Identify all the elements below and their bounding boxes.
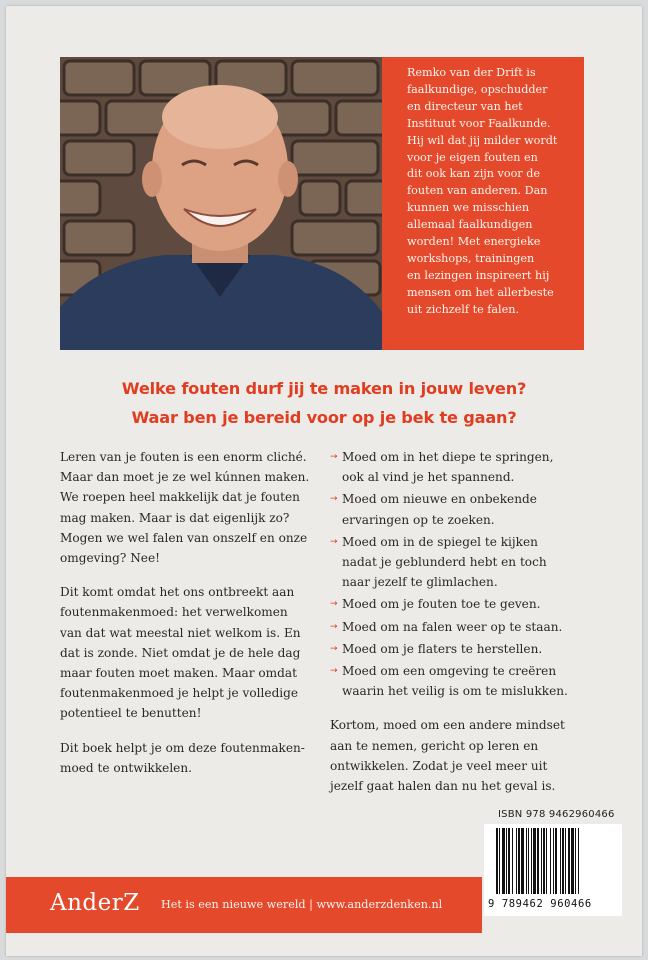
courage-line: ook al vind je het spannend. [342,470,515,485]
courage-line: Moed om in de spiegel te kijken [342,534,538,549]
body-line: foutenmakenmoed: het verwelkomen [60,605,288,620]
paragraph-2 [60,582,320,723]
body-line: Mogen we wel falen van onszelf en onze [60,530,308,545]
barcode-bar [508,828,510,894]
courage-line: Moed om in het diepe te springen, [342,450,554,464]
courage-line: Moed om nieuwe en onbekende [342,492,537,507]
body-line: Dit boek helpt je om deze foutenmaken- [60,740,305,755]
closing-paragraph [330,715,592,796]
isbn-label: ISBN 978 9462960466 [498,809,615,820]
body-line: foutenmakenmoed je helpt je volledige [60,686,299,701]
bio-line: Instituut voor Faalkunde. [407,116,551,130]
courage-line: nadat je geblunderd hebt en toch [342,555,547,570]
barcode-bar [565,828,566,894]
courage-line: Moed om je flaters te herstellen. [342,641,543,656]
barcode-bar [546,828,547,894]
paragraph-1 [60,447,320,568]
author-portrait-icon [60,57,382,350]
barcode-bar [506,828,507,894]
bio-line: workshops, trainingen [407,251,535,265]
barcode-bar [562,828,564,894]
barcode-bar [550,828,551,894]
arrow-right-icon: → [330,599,338,610]
barcode-bar [575,828,576,894]
courage-item [330,617,592,637]
barcode-bar [496,828,498,894]
body-line: Leren van je fouten is een enorm cliché. [60,450,307,464]
publisher-tagline: Het is een nieuwe wereld | www.anderzdenken.nl [161,898,443,911]
barcode-bar [543,828,545,894]
body-line: potentieel te benutten! [60,706,202,721]
courage-item [330,594,592,614]
barcode-bar [521,828,524,894]
barcode-icon [494,828,614,896]
footer-band [6,877,482,933]
arrow-right-icon: → [330,452,338,462]
barcode-bar [502,828,505,894]
bio-line: faalkundige, opschudder [407,82,548,96]
barcode-digits: 9 789462 960466 [488,898,592,910]
bio-line: uit zichzelf te falen. [407,302,520,316]
barcode-bar [512,828,513,894]
arrow-right-icon: → [330,643,338,654]
courage-line: Moed om je fouten toe te geven. [342,597,541,612]
bio-line: Hij wil dat jij milder wordt [407,133,558,147]
barcode-bar [560,828,561,894]
courage-item [330,639,592,659]
bio-line: dit ook kan zijn voor de [407,167,540,181]
body-line: van dat wat meestal niet welkom is. En [60,625,301,640]
barcode-bar [516,828,517,894]
closing-line: Kortom, moed om een andere mindset [330,718,565,733]
barcode-bar [528,828,529,894]
bio-line: voor je eigen fouten en [407,150,538,164]
barcode-bar [553,828,554,894]
barcode-bar [531,828,532,894]
barcode [484,824,622,916]
body-line: omgeving? Nee! [60,551,160,566]
author-photo [60,57,382,350]
barcode-bar [578,828,579,894]
courage-list [330,447,592,701]
courage-line: waarin het veilig is om te mislukken. [342,684,568,699]
barcode-bar [537,828,539,894]
left-column [60,447,320,792]
courage-line: Moed om een omgeving te creëren [342,664,557,679]
body-line: moed te ontwikkelen. [60,760,192,775]
arrow-right-icon: → [330,621,338,632]
body-line: Maar dan moet je ze wel kúnnen maken. [60,470,310,485]
courage-line: naar jezelf te glimlachen. [342,575,498,590]
barcode-bar [568,828,570,894]
question-line-2: Waar ben je bereid voor op je bek te gaan? [131,408,517,427]
closing-line: ontwikkelen. Zodat je veel meer uit [330,758,548,773]
question-line-1: Welke fouten durf jij te maken in jouw leven? [121,379,527,398]
courage-line: Moed om na falen weer op te staan. [342,619,563,634]
publisher-logo: AnderZ [50,890,140,916]
body-line: mag maken. Maar is dat eigenlijk zo? [60,510,290,525]
bio-line: kunnen we misschien [407,201,530,215]
courage-item [330,661,592,701]
paragraph-3 [60,738,320,778]
courage-item [330,489,592,529]
bio-line: en directeur van het [407,99,523,113]
courage-item [330,532,592,593]
barcode-bar [499,828,500,894]
tagline-questions [6,374,642,432]
bio-line: fouten van anderen. Dan [407,184,548,198]
body-line: maar fouten moet maken. Maar omdat [60,666,297,681]
barcode-bar [555,828,557,894]
bio-line: mensen om het allerbeste [407,285,554,299]
barcode-bar [533,828,536,894]
arrow-right-icon: → [330,536,338,547]
courage-item [330,447,592,487]
bio-line: worden! Met energieke [407,235,541,249]
body-line: Dit komt omdat het ons ontbreekt aan [60,585,295,600]
closing-line: jezelf gaat halen dan nu het geval is. [330,779,556,794]
barcode-bar [571,828,574,894]
bio-line: allemaal faalkundigen [407,218,533,232]
arrow-right-icon: → [330,494,338,505]
author-bio-box [382,57,584,350]
body-line: We roepen heel makkelijk dat je fouten [60,490,300,505]
barcode-bar [541,828,542,894]
right-column [330,447,592,810]
author-bio [407,65,576,319]
courage-line: ervaringen op te zoeken. [342,512,495,527]
barcode-bar [526,828,527,894]
arrow-right-icon: → [330,666,338,677]
body-line: dat is zonde. Niet omdat je de hele dag [60,645,301,660]
bio-line: en lezingen inspireert hij [407,268,550,282]
barcode-bar [518,828,520,894]
bio-line: Remko van der Drift is [407,66,536,79]
closing-line: aan te nemen, gericht op leren en [330,738,539,753]
back-cover [6,6,642,956]
